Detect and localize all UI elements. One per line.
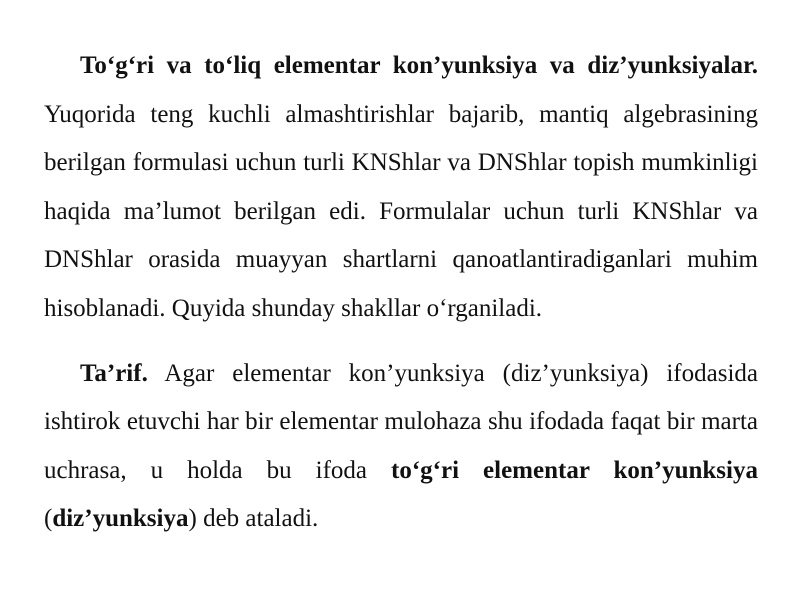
definition-text: Agar elementar kon’yunksiya (diz’yunksiya) ifodasida ishtirok etuvchi har bir elementar mulohaza shu ifodada faqat bir marta uchrasa, u holda bu ifoda bbox=[44, 359, 758, 484]
defined-term: to‘g‘ri elementar kon’yunksiya bbox=[391, 456, 758, 484]
definition-label: Ta’rif. bbox=[80, 359, 148, 387]
paren-open: ( bbox=[44, 505, 53, 533]
defined-term-alt: diz’yunksiya bbox=[52, 505, 189, 533]
paragraph-intro bbox=[44, 42, 758, 334]
paragraph-intro-text: Yuqorida teng kuchli almashtirishlar bajarib, mantiq algebrasining berilgan formulasi uchun turli KNShlar va DNShlar topish mumkinligi haqida ma’lumot berilgan edi. Formulalar uchun turli KNShlar va DNShlar orasida muayyan shartlarni qanoatlantiradiganlari muhim hisoblanadi. Quyida shunday shakllar o‘rganiladi. bbox=[44, 100, 758, 322]
definition-tail: ) deb ataladi. bbox=[188, 505, 319, 533]
paragraph-definition bbox=[44, 350, 758, 544]
section-heading: To‘g‘ri va to‘liq elementar kon’yunksiya va diz’yunksiyalar. bbox=[80, 52, 758, 79]
